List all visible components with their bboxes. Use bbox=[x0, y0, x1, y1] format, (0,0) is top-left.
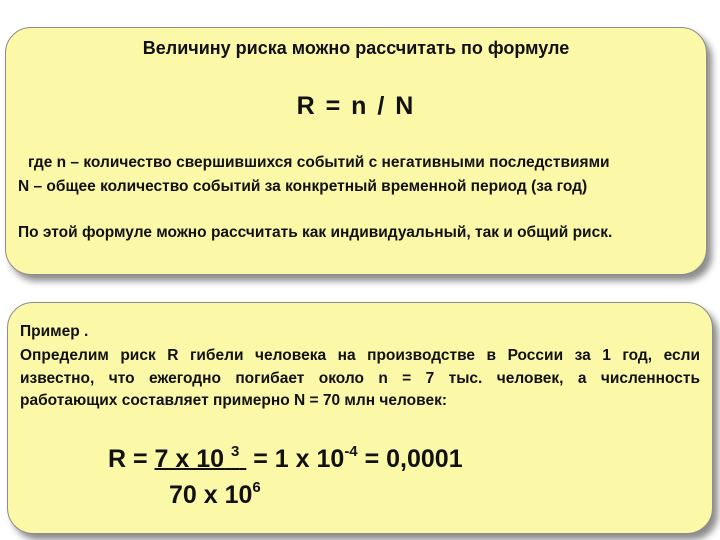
definition-n: где n – количество свершившихся событий с негативными последствиями bbox=[28, 154, 610, 171]
calc-middle: = 1 x 10 bbox=[246, 445, 345, 473]
example-line: Определим риск R гибели человека на производстве в России за 1 год, если bbox=[20, 347, 700, 364]
numerator-exponent: 3 bbox=[231, 442, 240, 460]
formula-box bbox=[5, 27, 707, 275]
example-text bbox=[20, 345, 700, 413]
calculation-line bbox=[108, 442, 463, 474]
risk-formula: R = n / N bbox=[296, 92, 416, 120]
calc-lhs: R = bbox=[108, 445, 155, 473]
calc-denominator: 70 x $10^6$ bbox=[169, 478, 261, 509]
example-label: Пример . bbox=[20, 323, 89, 340]
example-line: работающих составляет примерно N = 70 млн человек: bbox=[20, 392, 447, 409]
denominator-exponent: 6 bbox=[252, 478, 261, 496]
calc-numerator: 7 x 10 $^3$ bbox=[154, 442, 240, 473]
example-box bbox=[7, 302, 713, 534]
definition-N: N – общее количество событий за конкретный временной период (за год) bbox=[18, 178, 588, 195]
formula-heading: Величину риска можно рассчитать по формуле bbox=[142, 38, 570, 58]
formula-note: По этой формуле можно рассчитать как индивидуальный, так и общий риск. bbox=[18, 224, 613, 241]
calc-result: = 0,0001 bbox=[357, 445, 463, 473]
middle-exponent: -4 bbox=[344, 442, 358, 460]
example-line: известно, что ежегодно погибает около n = 7 тыс. человек, а численность bbox=[20, 369, 700, 387]
